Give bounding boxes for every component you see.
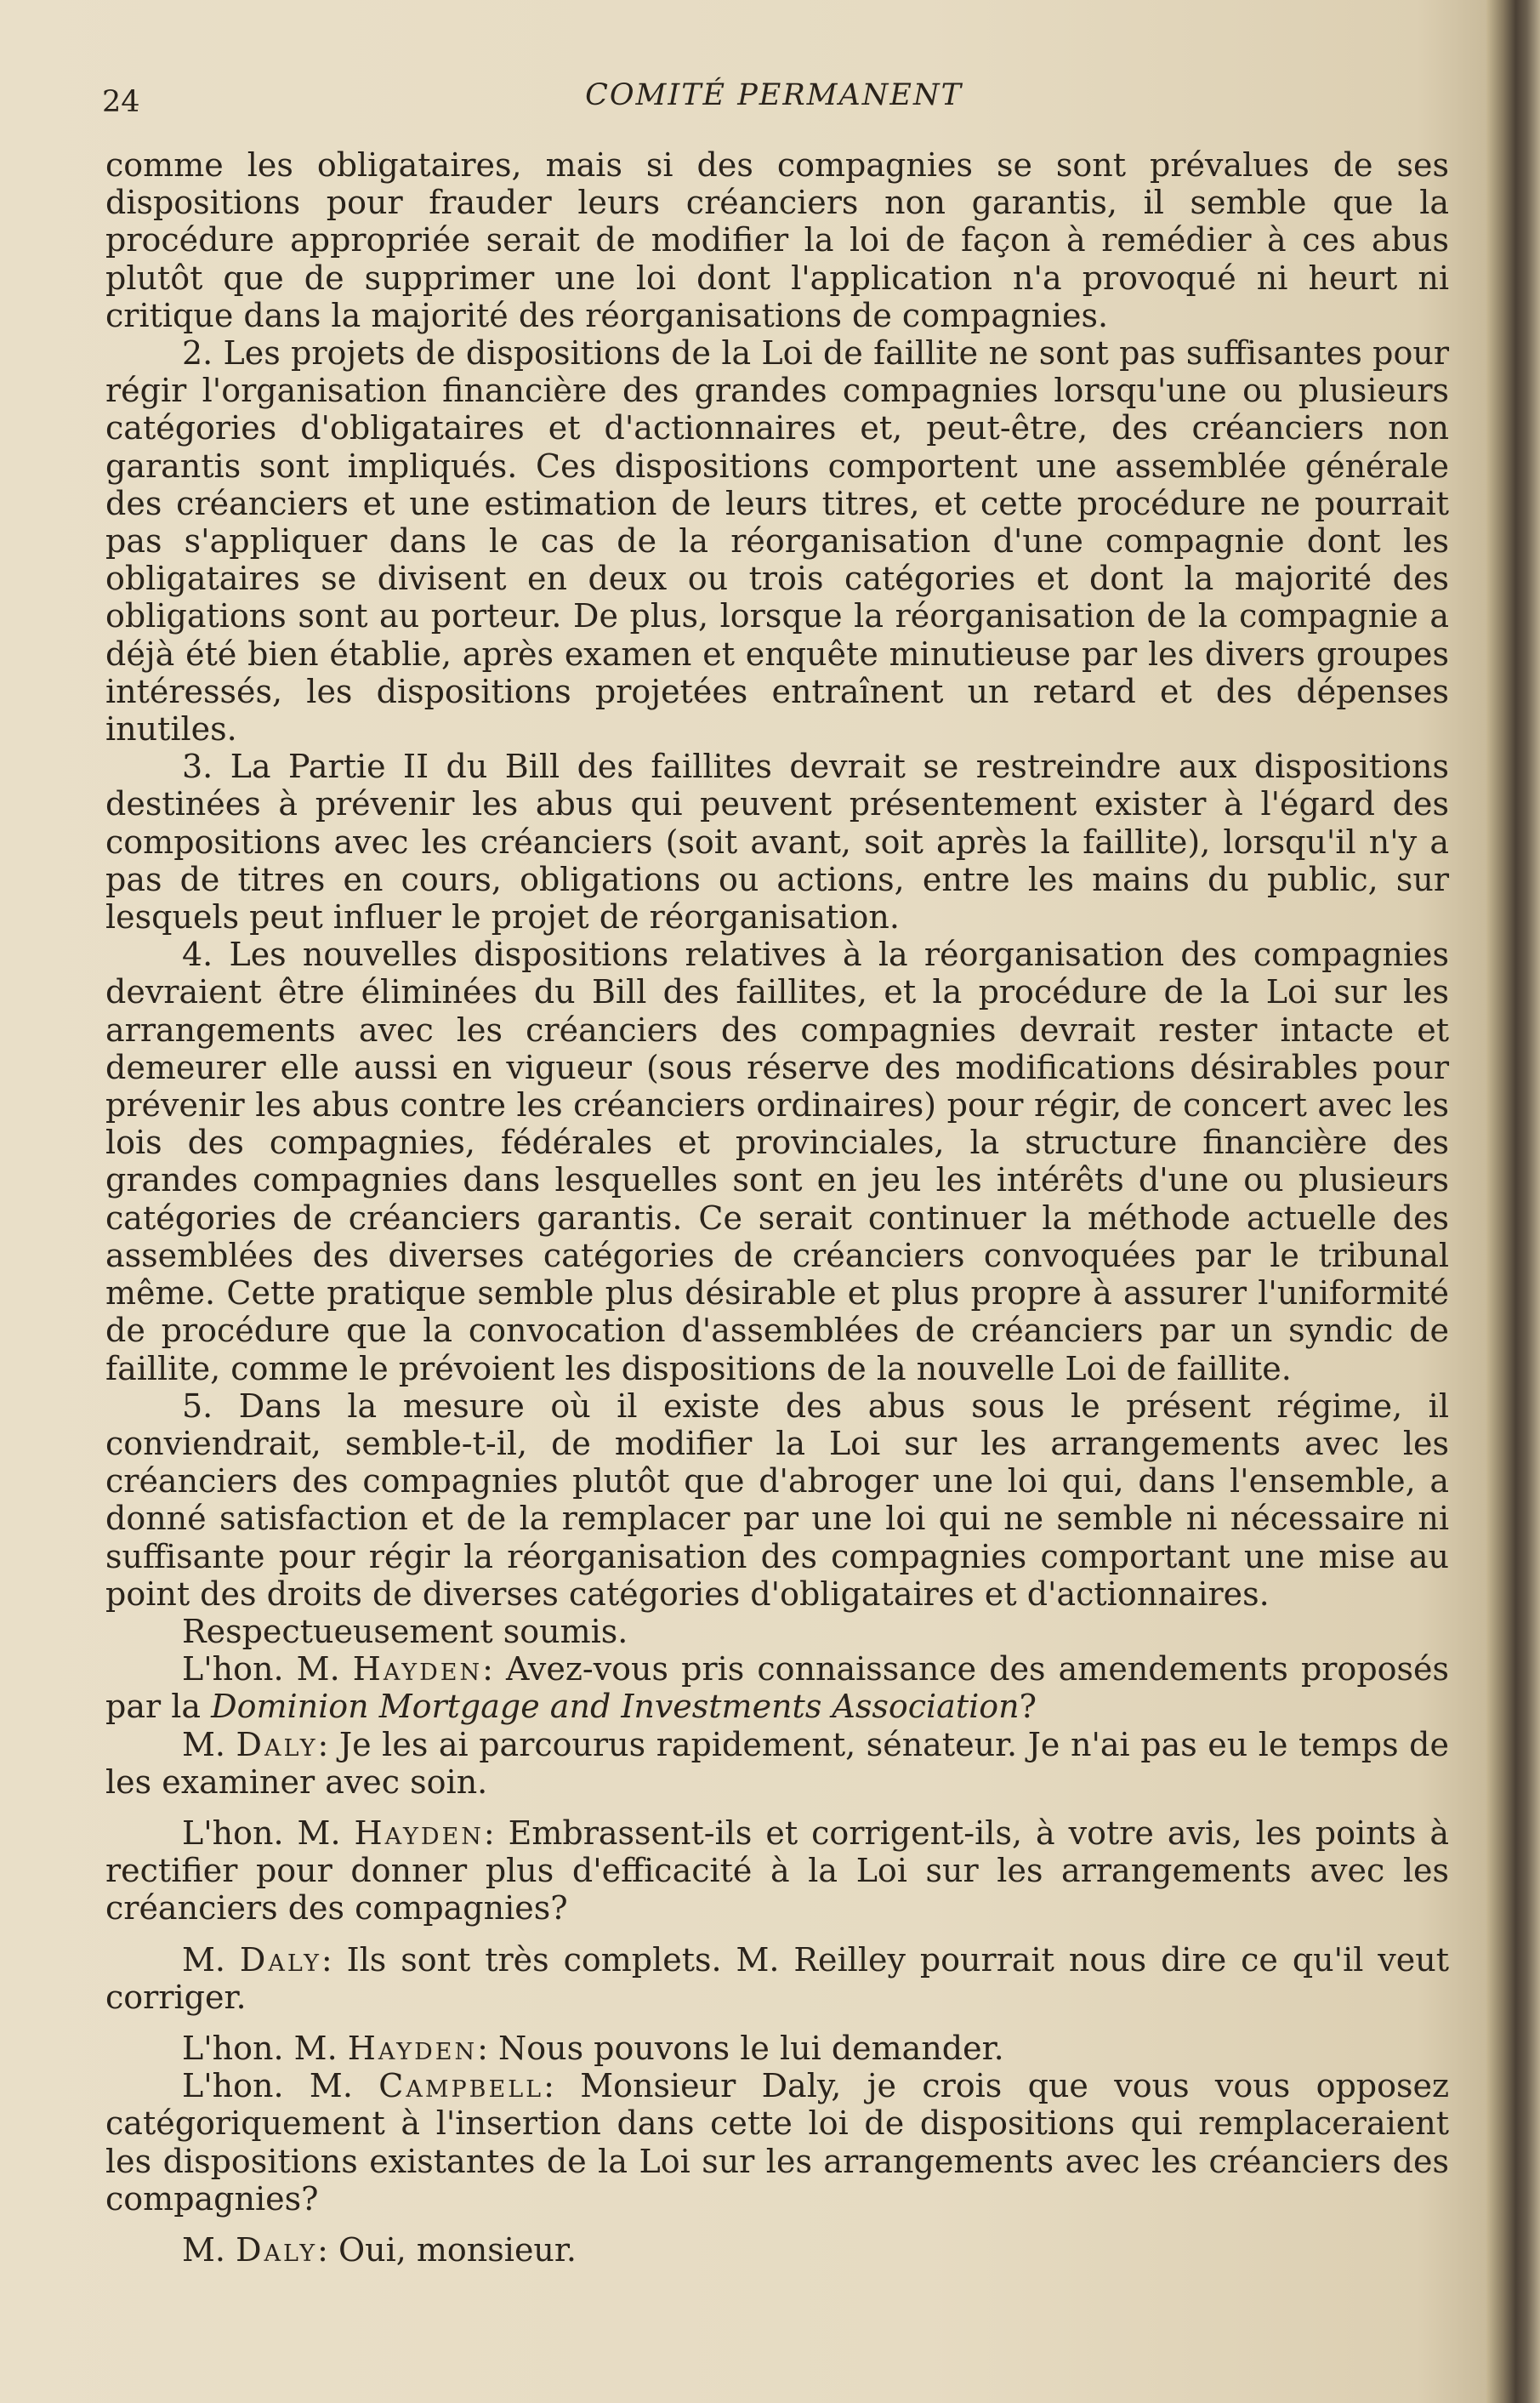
speaker-name: Daly <box>236 1725 318 1763</box>
speech-text: : Oui, monsieur. <box>317 2230 577 2269</box>
speaker-name: Daly <box>236 2230 318 2269</box>
page-number: 24 <box>102 85 140 119</box>
speech-suffix: ? <box>1019 1688 1037 1726</box>
association-name: Dominion Mortgage and Investments Association <box>211 1688 1020 1726</box>
dialogue-line <box>105 1650 1449 1725</box>
speech-text: : Nous pouvons le lui demander. <box>477 2029 1004 2067</box>
speaker-title: M. <box>182 2230 236 2269</box>
speaker-title: L'hon. M. <box>182 2029 348 2067</box>
paragraph-point-3: 3. La Partie II du Bill des faillites devrait se restreindre aux dispositions destinées à prévenir les abus qui peuvent présentement exister à l'égard des compositions avec les créanciers (soit avant, soit après la faillite), lorsqu'il n'y a pas de titres en cours, obligations ou actions, entre les mains du public, sur lesquels peut influer le projet de réorganisation. <box>105 748 1449 937</box>
paragraph-continuation: comme les obligataires, mais si des compagnies se sont prévalues de ses dispositions pour frauder leurs créanciers non garantis, il semble que la procédure appropriée serait de modifier la loi de façon à remédier à ces abus plutôt que de supprimer une loi dont l'application n'a provoqué ni heurt ni critique dans la majorité des réorganisations de compagnies. <box>105 146 1449 334</box>
speech-text: : Ils sont très complets. M. Reilley pourrait nous dire ce qu'il veut corriger. <box>105 1940 1449 2016</box>
speaker-title: L'hon. M. <box>182 1650 353 1688</box>
speaker-title: L'hon. M. <box>182 2067 379 2105</box>
speaker-name: Daly <box>239 1940 321 1979</box>
speaker-title: M. <box>182 1940 240 1979</box>
running-head: COMITÉ PERMANENT <box>585 78 963 112</box>
speaker-title: L'hon. M. <box>182 1814 355 1852</box>
closing-line: Respectueusement soumis. <box>182 1612 628 1650</box>
speaker-title: M. <box>182 1725 236 1763</box>
dialogue-line <box>105 2231 1449 2269</box>
book-spine-shadow <box>1486 0 1540 2403</box>
page-header <box>102 78 1446 121</box>
paragraph-point-5: 5. Dans la mesure où il existe des abus sous le présent régime, il conviendrait, semble-t-il, de modifier la Loi sur les arrangements avec les créanciers des compagnies plutôt que d'abroger une loi qui, dans l'ensemble, a donné satisfaction et de la remplacer par une loi qui ne semble ni nécessaire ni suffisante pour régir la réorganisation des compagnies comportant une mise au point des droits de diverses catégories d'obligataires et d'actionnaires. <box>105 1387 1449 1613</box>
dialogue-line <box>105 1814 1449 1928</box>
paragraph-point-4: 4. Les nouvelles dispositions relatives à la réorganisation des compagnies devraient être éliminées du Bill des faillites, et la procédure de la Loi sur les arrangements avec les créanciers des compagnies devrait rester intacte et demeurer elle aussi en vigueur (sous réserve des modifications désirables pour prévenir les abus contre les créanciers ordinaires) pour régir, de concert avec les lois des compagnies, fédérales et provinciales, la structure financière des grandes compagnies dans lesquelles sont en jeu les intérêts d'une ou plusieurs catégories de créanciers garantis. Ce serait continuer la méthode actuelle des assemblées des diverses catégories de créanciers convoquées par le tribunal même. Cette pratique semble plus désirable et plus propre à assurer l'uniformité de procédure que la convocation d'assemblées de créanciers par un syndic de faillite, comme le prévoient les dispositions de la nouvelle Loi de faillite. <box>105 936 1449 1387</box>
dialogue-line <box>105 1726 1449 1801</box>
body-text <box>105 146 1449 2269</box>
speaker-name: Hayden <box>354 1814 484 1852</box>
speaker-name: Campbell <box>378 2067 544 2105</box>
dialogue-line <box>105 2030 1449 2067</box>
speech-text: : Monsieur Daly, je crois que vous vous opposez catégoriquement à l'insertion dans cette loi de dispositions qui remplaceraient les dispositions existantes de la Loi sur les arrangements avec les créanciers des compagnies? <box>105 2067 1449 2218</box>
speaker-name: Hayden <box>352 1650 483 1688</box>
speech-text: : Avez-vous pris connaissance des amendements proposés par la <box>105 1650 1450 1726</box>
dialogue-line <box>105 2067 1449 2218</box>
dialogue-line <box>105 1941 1449 2016</box>
speech-text: : Embrassent-ils et corrigent-ils, à votre avis, les points à rectifier pour donner plus d'efficacité à la Loi sur les arrangements avec les créanciers des compagnies? <box>105 1814 1449 1928</box>
paragraph-point-2: 2. Les projets de dispositions de la Loi de faillite ne sont pas suffisantes pour régir l'organisation financière des grandes compagnies lorsqu'une ou plusieurs catégories d'obligataires et d'actionnaires et, peut-être, des créanciers non garantis sont impliqués. Ces dispositions comportent une assemblée générale des créanciers et une estimation de leurs titres, et cette procédure ne pourrait pas s'appliquer dans le cas de la réorganisation d'une compagnie dont les obligataires se divisent en deux ou trois catégories et dont la majorité des obligations sont au porteur. De plus, lorsque la réorganisation de la compagnie a déjà été bien établie, après examen et enquête minutieuse par les divers groupes intéressés, les dispositions projetées entraînent un retard et des dépenses inutiles. <box>105 334 1449 749</box>
speech-text: : Je les ai parcourus rapidement, sénateur. Je n'ai pas eu le temps de les examiner avec soin. <box>105 1725 1449 1801</box>
speaker-name: Hayden <box>347 2029 478 2067</box>
